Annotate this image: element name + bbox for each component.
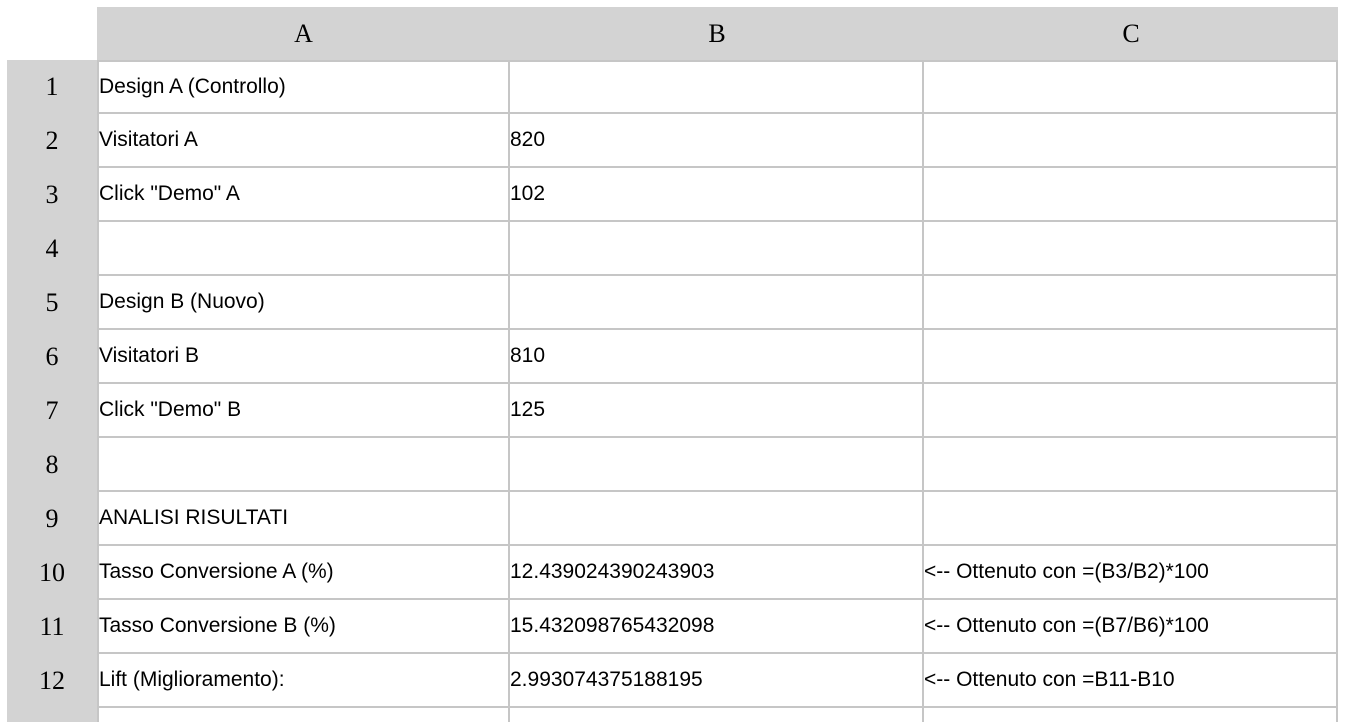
- table-row: [7, 492, 1338, 546]
- cell-b1[interactable]: [510, 60, 924, 114]
- cell-a11[interactable]: Tasso Conversione B (%): [97, 600, 510, 654]
- cell-c7[interactable]: [924, 384, 1338, 438]
- row-header[interactable]: 3: [7, 168, 97, 222]
- cell-b10[interactable]: 12.439024390243903: [510, 546, 924, 600]
- cell-b4[interactable]: [510, 222, 924, 276]
- row-header[interactable]: 7: [7, 384, 97, 438]
- cell-a3[interactable]: Click "Demo" A: [97, 168, 510, 222]
- cell-c3[interactable]: [924, 168, 1338, 222]
- row-header[interactable]: 5: [7, 276, 97, 330]
- cell-c2[interactable]: [924, 114, 1338, 168]
- cell-c9[interactable]: [924, 492, 1338, 546]
- table-row: [7, 330, 1338, 384]
- row-header[interactable]: 12: [7, 654, 97, 708]
- row-header[interactable]: 10: [7, 546, 97, 600]
- cell-c6[interactable]: [924, 330, 1338, 384]
- cell-c8[interactable]: [924, 438, 1338, 492]
- table-row: [7, 60, 1338, 114]
- cell-c1[interactable]: [924, 60, 1338, 114]
- table-row: [7, 438, 1338, 492]
- cell-a6[interactable]: Visitatori B: [97, 330, 510, 384]
- column-header-c[interactable]: C: [924, 7, 1338, 60]
- table-row: [7, 600, 1338, 654]
- table-row-partial: [7, 708, 1338, 722]
- column-header-b[interactable]: B: [510, 7, 924, 60]
- cell-b11[interactable]: 15.432098765432098: [510, 600, 924, 654]
- row-header[interactable]: 4: [7, 222, 97, 276]
- cell-a2[interactable]: Visitatori A: [97, 114, 510, 168]
- cell-b6[interactable]: 810: [510, 330, 924, 384]
- cell-a9[interactable]: ANALISI RISULTATI: [97, 492, 510, 546]
- cell-a13[interactable]: [97, 708, 510, 722]
- table-row: [7, 384, 1338, 438]
- table-row: [7, 114, 1338, 168]
- cell-b7[interactable]: 125: [510, 384, 924, 438]
- row-header[interactable]: 9: [7, 492, 97, 546]
- cell-c13[interactable]: [924, 708, 1338, 722]
- cell-c5[interactable]: [924, 276, 1338, 330]
- select-all-corner[interactable]: [7, 7, 97, 60]
- cell-b2[interactable]: 820: [510, 114, 924, 168]
- row-header[interactable]: 6: [7, 330, 97, 384]
- spreadsheet-grid: [7, 7, 1338, 722]
- row-header[interactable]: 11: [7, 600, 97, 654]
- cell-c11[interactable]: <-- Ottenuto con =(B7/B6)*100: [924, 600, 1338, 654]
- table-row: [7, 654, 1338, 708]
- row-header[interactable]: 2: [7, 114, 97, 168]
- table-row: [7, 546, 1338, 600]
- cell-a10[interactable]: Tasso Conversione A (%): [97, 546, 510, 600]
- cell-c10[interactable]: <-- Ottenuto con =(B3/B2)*100: [924, 546, 1338, 600]
- row-header[interactable]: 1: [7, 60, 97, 114]
- cell-a1[interactable]: Design A (Controllo): [97, 60, 510, 114]
- cell-b13[interactable]: [510, 708, 924, 722]
- cell-a8[interactable]: [97, 438, 510, 492]
- table-row: [7, 276, 1338, 330]
- cell-b8[interactable]: [510, 438, 924, 492]
- cell-a12[interactable]: Lift (Miglioramento):: [97, 654, 510, 708]
- row-header[interactable]: 8: [7, 438, 97, 492]
- table-row: [7, 222, 1338, 276]
- cell-c12[interactable]: <-- Ottenuto con =B11-B10: [924, 654, 1338, 708]
- column-header-a[interactable]: A: [97, 7, 510, 60]
- cell-b5[interactable]: [510, 276, 924, 330]
- cell-a4[interactable]: [97, 222, 510, 276]
- table-row: [7, 168, 1338, 222]
- cell-b9[interactable]: [510, 492, 924, 546]
- cell-a7[interactable]: Click "Demo" B: [97, 384, 510, 438]
- cell-b3[interactable]: 102: [510, 168, 924, 222]
- cell-c4[interactable]: [924, 222, 1338, 276]
- cell-a5[interactable]: Design B (Nuovo): [97, 276, 510, 330]
- row-header[interactable]: [7, 708, 97, 722]
- cell-b12[interactable]: 2.993074375188195: [510, 654, 924, 708]
